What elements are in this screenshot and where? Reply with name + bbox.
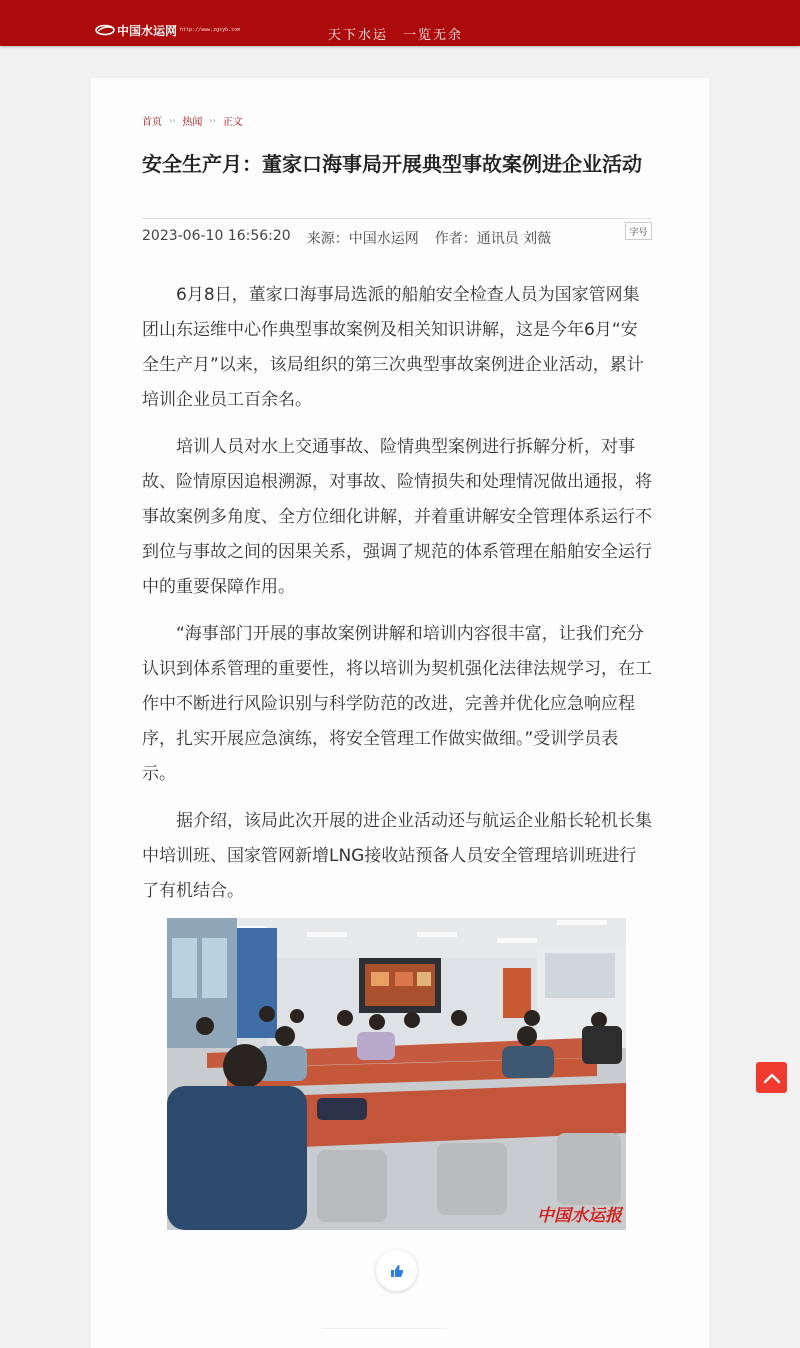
article-meta (142, 228, 551, 248)
classroom-photo (167, 918, 626, 1230)
back-to-top-button[interactable] (756, 1062, 787, 1093)
article-body (142, 278, 652, 921)
logo-url: http://www.zgsyb.com (180, 27, 241, 33)
article-paragraph: 培训人员对水上交通事故、险情典型案例进行拆解分析，对事故、险情原因追根溯源，对事故、险情损失和处理情况做出通报，将事故案例多角度、全方位细化讲解，并着重讲解安全管理体系运行不到位与事故之间的因果关系，强调了规范的体系管理在船舶安全运行中的重要保障作用。 (142, 437, 652, 597)
article-datetime: 2023-06-10 16:56:20 (142, 228, 291, 244)
photo-watermark: 中国水运报 (537, 1206, 622, 1226)
logo-text: 中国水运网 (117, 23, 178, 38)
logo-swoosh-icon (95, 24, 115, 36)
article-paragraph: “海事部门开展的事故案例讲解和培训内容很丰富，让我们充分认识到体系管理的重要性，将以培训为契机强化法律法规学习，在工作中不断进行风险识别与科学防范的改进，完善并优化应急响应程序，扎实开展应急演练，将安全管理工作做实做细。”受训学员表示。 (142, 624, 652, 784)
breadcrumb-separator-icon: ›› (209, 116, 216, 125)
font-size-button[interactable]: 字号 (625, 222, 652, 240)
article-paragraph: 6月8日，董家口海事局选派的船舶安全检查人员为国家管网集团山东运维中心作典型事故案例及相关知识讲解，这是今年6月“安全生产月”以来，该局组织的第三次典型事故案例进企业活动，累计培训企业员工百余名。 (142, 285, 644, 410)
breadcrumb (142, 113, 243, 128)
chevron-up-icon (763, 1072, 781, 1084)
article-paragraph: 据介绍，该局此次开展的进企业活动还与航运企业船长轮机长集中培训班、国家管网新增LNG接收站预备人员安全管理培训班进行了有机结合。 (142, 811, 652, 901)
article-card (91, 78, 709, 1348)
breadcrumb-separator-icon: ›› (169, 116, 176, 125)
site-logo[interactable] (95, 21, 240, 39)
site-header (0, 0, 800, 46)
title-divider (142, 218, 652, 219)
site-slogan: 天下水运 一览无余 (328, 28, 464, 43)
article-title: 安全生产月：董家口海事局开展典型事故案例进企业活动 (142, 152, 642, 176)
article-source: 来源：中国水运网 (306, 231, 419, 247)
breadcrumb-hot-news[interactable]: 热闻 (182, 117, 203, 128)
article-author: 作者：通讯员 刘薇 (434, 231, 552, 247)
bottom-panel (323, 1328, 447, 1336)
thumbs-up-icon (390, 1264, 404, 1278)
article-photo (167, 918, 626, 1230)
breadcrumb-home[interactable]: 首页 (142, 117, 162, 128)
like-button[interactable] (376, 1250, 417, 1291)
breadcrumb-current: 正文 (222, 117, 243, 128)
